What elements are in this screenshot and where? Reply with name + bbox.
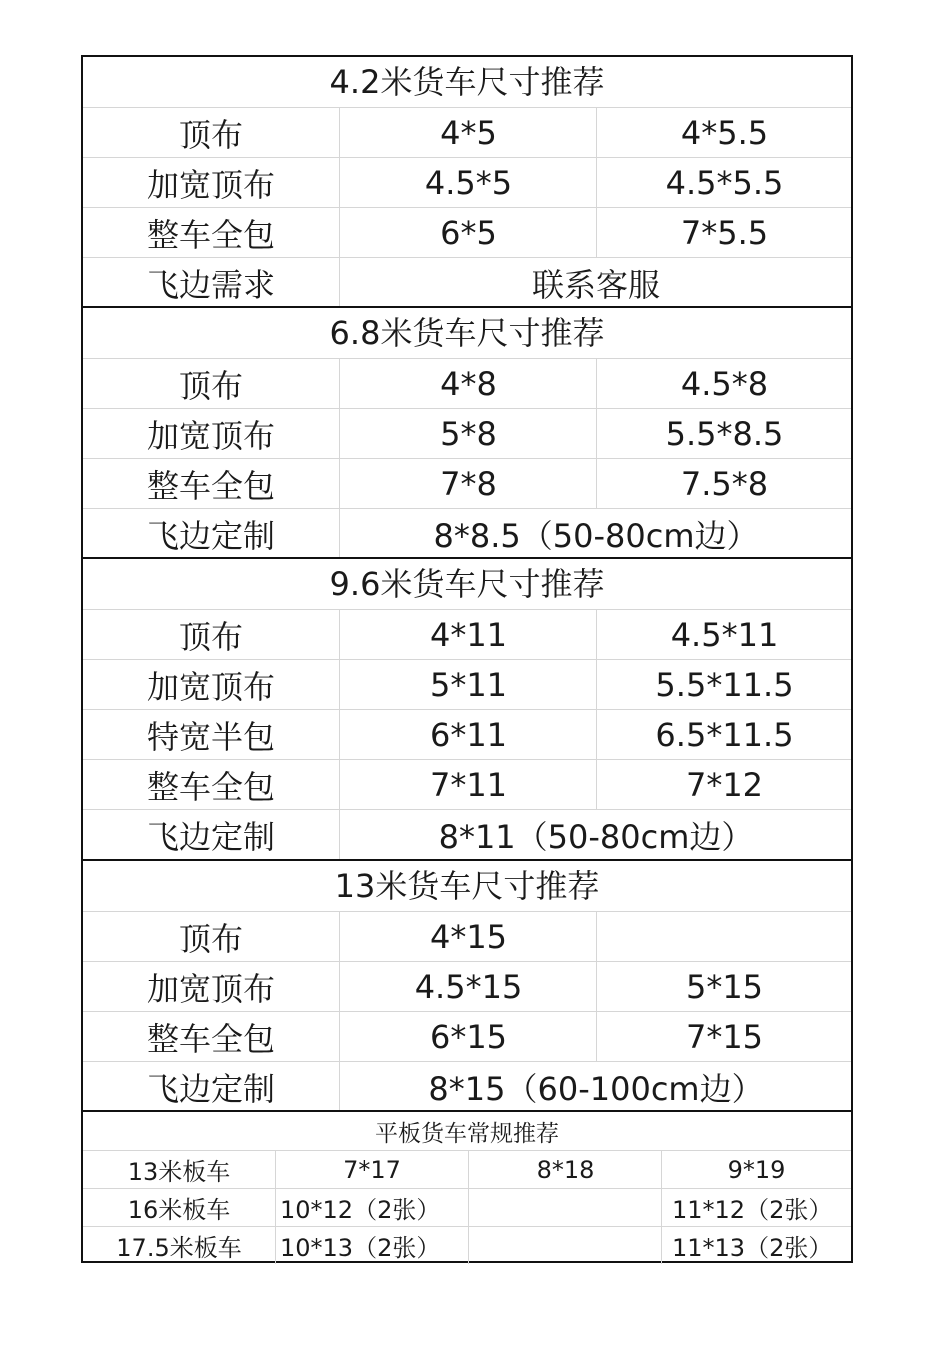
- table-row: [83, 358, 851, 408]
- row-label: 加宽顶布: [146, 165, 275, 204]
- table-row: [83, 207, 851, 257]
- row-label: 顶布: [178, 366, 243, 405]
- size-value: 4*5: [339, 108, 597, 157]
- row-label: 飞边定制: [146, 817, 275, 856]
- row-label: 整车全包: [146, 1019, 275, 1058]
- row-label: 加宽顶布: [146, 969, 275, 1008]
- table-row: [83, 809, 851, 859]
- size-value: 11*13（2张）: [661, 1227, 851, 1264]
- size-value: 8*15（60-100cm边）: [339, 1062, 852, 1111]
- size-value: 8*18: [468, 1151, 662, 1188]
- size-value: 9*19: [661, 1151, 851, 1188]
- size-value: 4.5*11: [596, 610, 852, 659]
- row-label: 13米板车: [127, 1158, 231, 1186]
- table-row: [83, 508, 851, 558]
- size-value: 7*12: [596, 760, 852, 809]
- table-row: [83, 609, 851, 659]
- size-value: 4.5*15: [339, 962, 597, 1011]
- table-row: [83, 961, 851, 1011]
- size-value: 5*11: [339, 660, 597, 709]
- section-title: 4.2米货车尺寸推荐: [329, 63, 605, 101]
- size-value: 4*5.5: [596, 108, 852, 157]
- table-row: [83, 1150, 851, 1188]
- table-row: [83, 659, 851, 709]
- size-value: 10*13（2张）: [275, 1227, 468, 1264]
- row-label: 加宽顶布: [146, 667, 275, 706]
- row-label: 17.5米板车: [116, 1234, 242, 1262]
- size-value: 5*8: [339, 409, 597, 458]
- table-row: [83, 1188, 851, 1226]
- table-row: [83, 458, 851, 508]
- section-title: 13米货车尺寸推荐: [334, 867, 600, 905]
- size-value: 4*8: [339, 359, 597, 408]
- row-label: 整车全包: [146, 215, 275, 254]
- size-value: 7.5*8: [596, 459, 852, 508]
- size-value: 4.5*5.5: [596, 158, 852, 207]
- size-value: 6*11: [339, 710, 597, 759]
- size-value: 7*17: [275, 1151, 468, 1188]
- row-label: 飞边需求: [146, 265, 275, 304]
- size-value: 5.5*8.5: [596, 409, 852, 458]
- row-label: 加宽顶布: [146, 416, 275, 455]
- table-row: [83, 911, 851, 961]
- size-value: [468, 1227, 662, 1264]
- size-value: 8*11（50-80cm边）: [339, 810, 852, 859]
- size-value: 11*12（2张）: [661, 1189, 851, 1226]
- size-value: 4*11: [339, 610, 597, 659]
- row-label: 顶布: [178, 919, 243, 958]
- table-row: [83, 1061, 851, 1111]
- row-label: 特宽半包: [146, 717, 275, 756]
- size-value: 7*11: [339, 760, 597, 809]
- table-row: [83, 107, 851, 157]
- table-row: [83, 257, 851, 307]
- size-value: 联系客服: [339, 258, 852, 307]
- row-label: 顶布: [178, 617, 243, 656]
- size-value: 4*15: [339, 912, 597, 961]
- table-row: [83, 709, 851, 759]
- table-row: [83, 1011, 851, 1061]
- size-value: [468, 1189, 662, 1226]
- row-label: 顶布: [178, 115, 243, 154]
- row-label: 整车全包: [146, 466, 275, 505]
- row-label: 16米板车: [127, 1196, 231, 1224]
- size-value: 4.5*8: [596, 359, 852, 408]
- row-label: 飞边定制: [146, 1069, 275, 1108]
- size-value: 6.5*11.5: [596, 710, 852, 759]
- size-value: 5.5*11.5: [596, 660, 852, 709]
- size-value: 5*15: [596, 962, 852, 1011]
- size-value: [596, 912, 852, 961]
- size-value: 4.5*5: [339, 158, 597, 207]
- size-value: 8*8.5（50-80cm边）: [339, 509, 852, 558]
- table-row: [83, 759, 851, 809]
- row-label: 飞边定制: [146, 516, 275, 555]
- table-row: [83, 157, 851, 207]
- size-value: 6*5: [339, 208, 597, 257]
- size-value: 7*15: [596, 1012, 852, 1061]
- size-value: 7*8: [339, 459, 597, 508]
- size-value: 6*15: [339, 1012, 597, 1061]
- size-recommendation-table: [81, 55, 853, 1263]
- table-row: [83, 1226, 851, 1264]
- section-title: 9.6米货车尺寸推荐: [329, 565, 605, 603]
- size-value: 7*5.5: [596, 208, 852, 257]
- row-label: 整车全包: [146, 767, 275, 806]
- size-value: 10*12（2张）: [275, 1189, 468, 1226]
- table-row: [83, 408, 851, 458]
- section-title: 6.8米货车尺寸推荐: [329, 314, 605, 352]
- section-title: 平板货车常规推荐: [375, 1120, 559, 1147]
